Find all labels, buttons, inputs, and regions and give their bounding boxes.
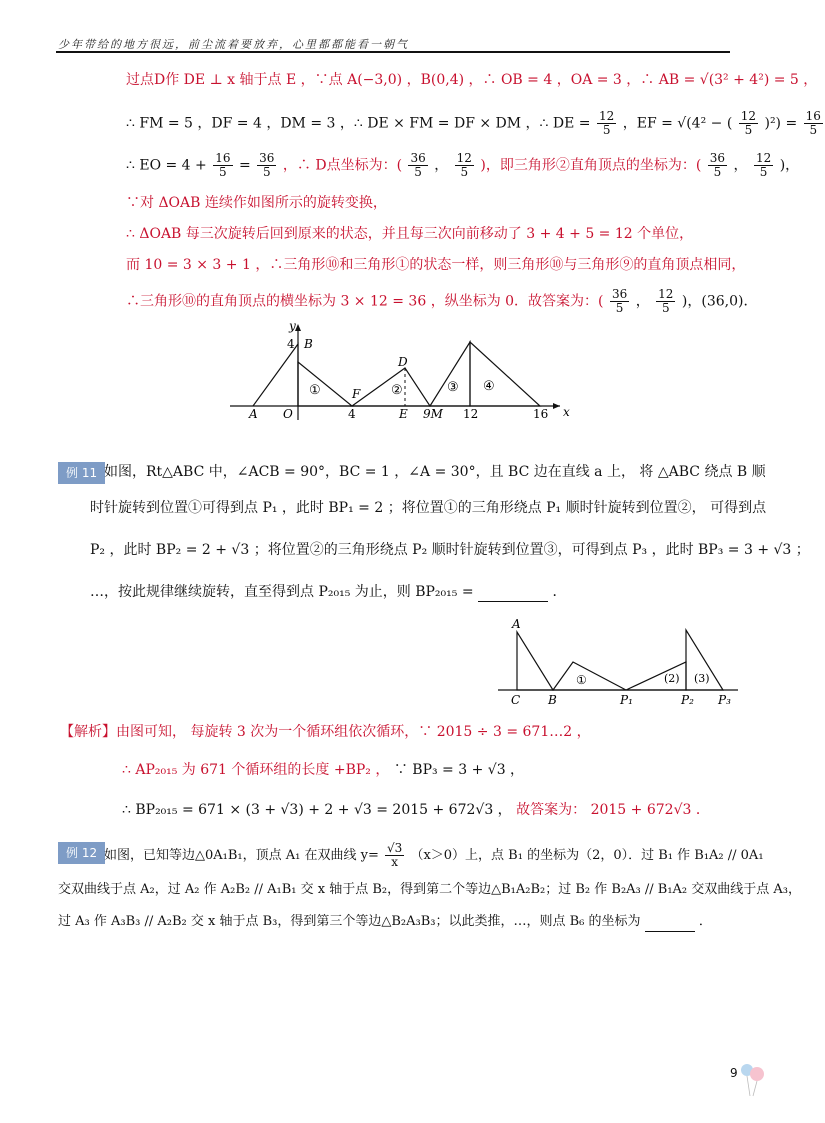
triangle-1 (298, 362, 352, 406)
triangle-3 (430, 342, 470, 406)
label-2: (2) (664, 672, 680, 685)
point-e: E (399, 407, 408, 421)
point-f: F (352, 387, 361, 401)
header-slogan: 少年带给的地方很远，前尘流着要放弃，心里都都能看一朝气 (58, 38, 409, 51)
ex12-line1: 如图，已知等边△0A₁B₁，顶点 A₁ 在双曲线 y= $\frac{√3}{x}$ （x＞0）上，点 B₁ 的坐标为（2，0）．过 B₁ 作 B₁A₂ // 0A₁ (104, 841, 764, 869)
y-axis-arrow (295, 324, 301, 331)
example-11-label: 例 11 (58, 462, 105, 484)
example-12-label: 例 12 (58, 842, 105, 864)
answer-blank[interactable] (478, 587, 548, 602)
tick-16: 16 (533, 407, 549, 421)
point-a: A (512, 617, 521, 631)
tick-4-y: 4 (287, 337, 295, 351)
label-circle-4: ④ (483, 379, 495, 394)
point-o: O (283, 407, 293, 421)
answer-blank-12[interactable] (645, 917, 695, 932)
ex11-line3: P₂ ，此时 BP₂ = 2 + √3 ；将位置②的三角形绕点 P₂ 顺时针旋转到位置③，可得到点 P₃ ，此时 BP₃ = 3 + √3 ； (90, 542, 810, 558)
ans11-line2: ∴ AP₂₀₁₅ 为 671 个循环组的长度 +BP₂ ， ∵ BP₃ = 3 + √3 ， (122, 762, 525, 778)
point-a: A (249, 407, 258, 421)
sol10-line2: ∴ FM = 5 ，DF = 4 ，DM = 3 ，∴ DE × FM = DF × DM ，∴ DE = $\frac{12}{5}$ ，EF = √(4² − ( $\frac{12}{5}$ )²) = $\frac{16}{5}$ (126, 109, 821, 137)
label-1: ① (576, 673, 587, 687)
label-3: (3) (694, 672, 710, 685)
label-circle-2: ② (391, 383, 403, 398)
ans11-line3: ∴ BP₂₀₁₅ = 671 × (3 + √3) + 2 + √3 = 2015 + 672√3 ， 故答案为： 2015 + 672√3 ． (122, 802, 710, 818)
ex11-line4: …，按此规律继续旋转，直至得到点 P₂₀₁₅ 为止，则 BP₂₀₁₅ = ． (90, 584, 567, 600)
ex11-line2: 时针旋转到位置①可得到点 P₁ ，此时 BP₁ = 2 ；将位置①的三角形绕点 P₁ 顺时针旋转到位置②， 可得到点 (90, 500, 767, 516)
ex12-line2: 交双曲线于点 A₂，过 A₂ 作 A₂B₂ // A₁B₁ 交 x 轴于点 B₂，得到第二个等边△B₁A₂B₂；过 B₂ 作 B₂A₃ // B₁A₂ 交双曲线于点 A₃， (58, 882, 802, 897)
ex11-line1: 如图，Rt△ABC 中，∠ACB = 90°，BC = 1 ，∠A = 30°，且 BC 边在直线 a 上， 将 △ABC 绕点 B 顺 (104, 464, 766, 480)
sol10-line4: ∵对 ΔOAB 连续作如图所示的旋转变换， (126, 195, 387, 211)
label-circle-3: ③ (447, 380, 459, 395)
sol10-line3: ∴ EO = 4 + $\frac{16}{5}$ = $\frac{36}{5}$ ，∴ D点坐标为：( $\frac{36}{5}$ ， $\frac{12}{5}$ )，即三角形②直角顶点的坐标为：( $\frac{36}{5}$ ， $\frac{12}{5}$ )， (126, 151, 800, 179)
point-c: C (511, 693, 521, 707)
tick-12: 12 (463, 407, 479, 421)
point-m: 9M (423, 407, 443, 421)
ex12-line3: 过 A₃ 作 A₃B₃ // A₂B₂ 交 x 轴于点 B₃，得到第三个等边△B₂A₃B₃；以此类推，…，则点 B₆ 的坐标为 ． (58, 912, 712, 932)
point-b: B (548, 693, 557, 707)
x-axis-arrow (553, 403, 560, 409)
header-rule (56, 51, 730, 53)
point-p1: P₁ (620, 693, 633, 707)
point-b: B (304, 337, 313, 351)
y-label: y (289, 319, 296, 333)
triangle-abc (517, 632, 553, 690)
triangle-4 (470, 342, 540, 406)
rotation-figure-2 (498, 612, 743, 712)
point-p2: P₂ (681, 693, 694, 707)
triangle-pos-1 (553, 662, 626, 690)
sol10-line5: ∴ ΔOAB 每三次旋转后回到原来的状态，并且每三次向前移动了 3 + 4 + 5 = 12 个单位， (126, 226, 694, 242)
sol10-line6: 而 10 = 3 × 3 + 1 ，∴三角形⑩和三角形①的状态一样，则三角形⑩与三角形⑨的直角顶点相同， (126, 257, 746, 273)
x-label: x (563, 405, 570, 419)
ans11-line1: 【解析】由图可知， 每旋转 3 次为一个循环组依次循环，∵ 2015 ÷ 3 = 671…2 ， (60, 724, 591, 740)
rotation-figure-1 (225, 318, 570, 428)
balloons-icon (738, 1060, 768, 1100)
page-number: 9 (730, 1066, 738, 1080)
triangle-oab (253, 344, 298, 406)
sol10-line1: 过点D作 DE ⊥ x 轴于点 E ，∵点 A(−3,0) ，B(0,4) ，∴ OB = 4 ，OA = 3 ，∴ AB = √(3² + 4²) = 5 ， (126, 72, 818, 88)
sol10-line7: ∴三角形⑩的直角顶点的横坐标为 3 × 12 = 36 ，纵坐标为 0．故答案为：( $\frac{36}{5}$ ， $\frac{12}{5}$ )，(36,0)． (126, 287, 758, 315)
analysis-tag: 【解析】 (60, 724, 116, 740)
point-p3: P₃ (718, 693, 731, 707)
tick-4-x: 4 (348, 407, 356, 421)
label-circle-1: ① (309, 383, 321, 398)
point-d: D (398, 355, 408, 369)
